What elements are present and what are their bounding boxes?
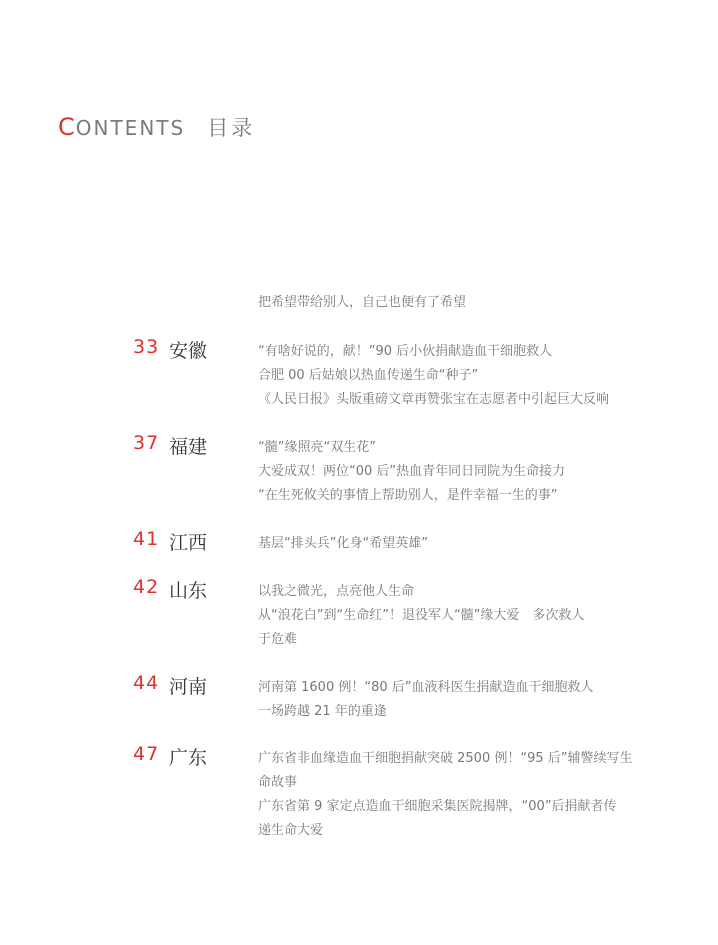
page-number[interactable]: 42: [133, 576, 160, 598]
article-list: [258, 580, 650, 652]
article-title[interactable]: 广东省第 9 家定点造血干细胞采集医院揭牌，“00”后捐献者传: [258, 799, 617, 814]
article-title[interactable]: 从“浪花白”到“生命红”！退役军人“髓”缘大爱 多次救人: [258, 608, 585, 623]
article-title[interactable]: 命故事: [258, 775, 298, 790]
page-number[interactable]: 33: [133, 336, 160, 358]
article-title[interactable]: “在生死攸关的事情上帮助别人，是件幸福一生的事”: [258, 488, 558, 503]
page-number[interactable]: 41: [133, 528, 160, 550]
contents-chinese-title: 目录: [207, 116, 256, 140]
page-number[interactable]: 37: [133, 432, 160, 454]
article-title[interactable]: “髓”缘照亮“双生花”: [258, 440, 376, 455]
province-name: 江西: [169, 532, 208, 554]
province-name: 福建: [169, 436, 208, 458]
article-title[interactable]: 以我之微光，点亮他人生命: [258, 584, 415, 599]
page-number[interactable]: 47: [133, 743, 160, 765]
province-name: 河南: [169, 676, 208, 698]
article-title[interactable]: “有啥好说的，献！”90 后小伙捐献造血干细胞救人: [258, 344, 553, 359]
article-title[interactable]: 《人民日报》头版重磅文章再赞张宝在志愿者中引起巨大反响: [258, 392, 610, 407]
article-title[interactable]: 大爱成双！两位“00 后”热血青年同日同院为生命接力: [258, 464, 566, 479]
article-list: [258, 676, 650, 724]
article-title[interactable]: 递生命大爱: [258, 823, 324, 838]
article-title[interactable]: 广东省非血缘造血干细胞捐献突破 2500 例！“95 后”辅警续写生: [258, 751, 633, 766]
intro-line[interactable]: 把希望带给别人，自己也便有了希望: [258, 295, 467, 310]
province-name: 广东: [169, 747, 208, 769]
article-list: [258, 340, 650, 412]
article-list: [258, 532, 650, 556]
article-title[interactable]: 一场跨越 21 年的重逢: [258, 704, 387, 719]
province-name: 安徽: [169, 340, 208, 362]
page-number[interactable]: 44: [133, 672, 160, 694]
article-title[interactable]: 河南第 1600 例！“80 后”血液科医生捐献造血干细胞救人: [258, 680, 594, 695]
article-title[interactable]: 基层“排头兵”化身“希望英雄”: [258, 536, 428, 551]
article-title[interactable]: 合肥 00 后姑娘以热血传递生命“种子”: [258, 368, 479, 383]
article-list: [258, 436, 650, 508]
contents-initial: C: [58, 113, 76, 141]
contents-header: [58, 112, 255, 142]
article-list: [258, 747, 650, 843]
article-title[interactable]: 于危难: [258, 632, 298, 647]
province-name: 山东: [169, 580, 208, 602]
contents-word: ONTENTS: [75, 116, 186, 140]
